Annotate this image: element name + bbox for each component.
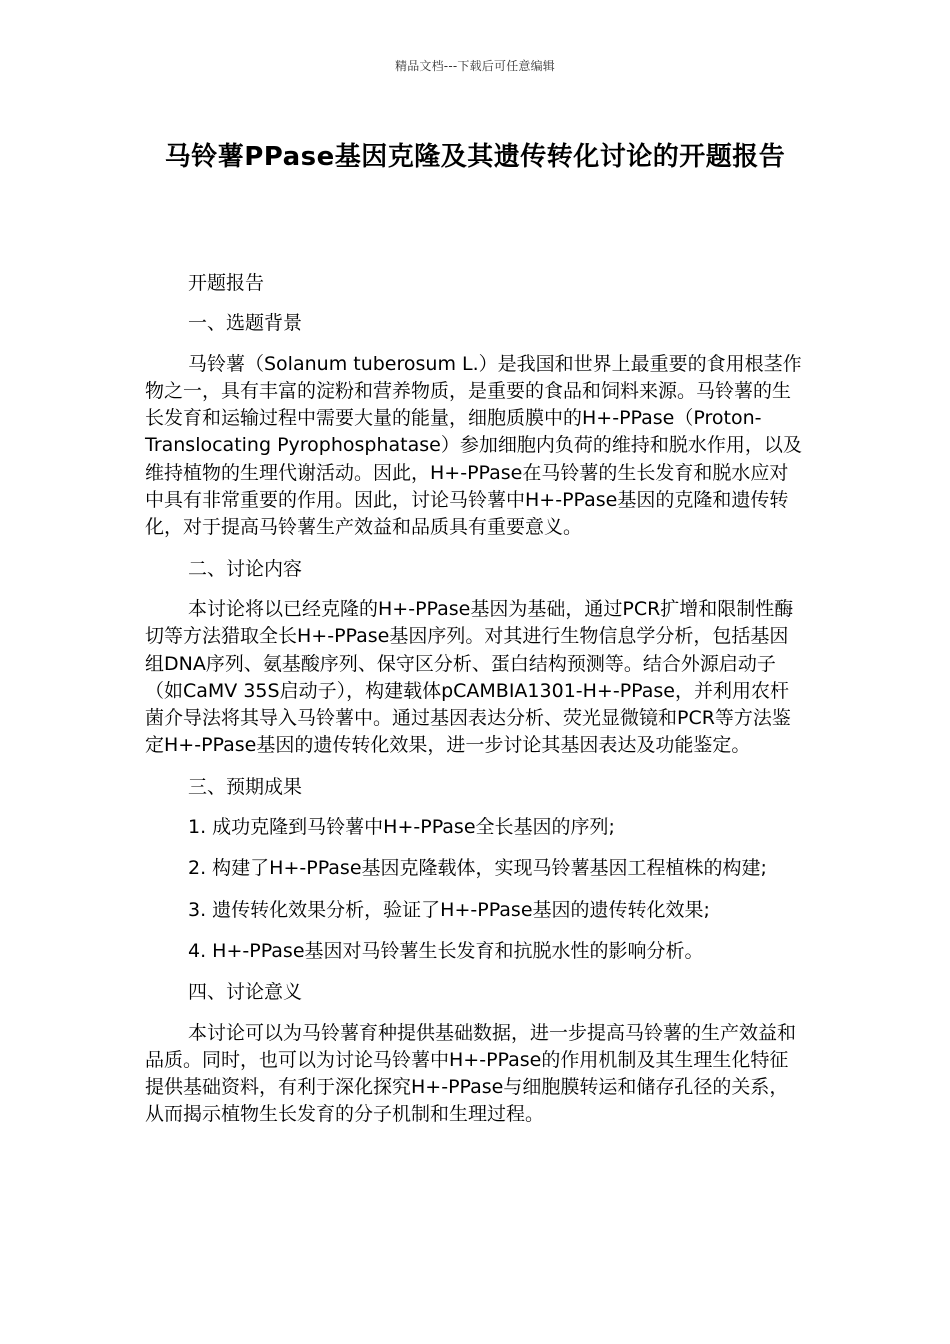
document-body xyxy=(145,270,805,1143)
result-item: 4. H+-PPase基因对马铃薯生长发育和抗脱水性的影响分析。 xyxy=(188,939,704,962)
section-heading-content: 二、讨论内容 xyxy=(188,557,303,580)
background-paragraph: 马铃薯（Solanum tuberosum L.）是我国和世界上最重要的食用根茎作物之一，具有丰富的淀粉和营养物质，是重要的食品和饲料来源。马铃薯的生长发育和运输过程中需要大量的能量，细胞质膜中的H+-PPase（Proton-Translocating Pyrophosphatase）参加细胞内负荷的维持和脱水作用，以及维持植物的生理代谢活动。因此，H+-PPase在马铃薯的生长发育和脱水应对中具有非常重要的作用。因此，讨论马铃薯中H+-PPase基因的克隆和遗传转化，对于提高马铃薯生产效益和品质具有重要意义。 xyxy=(145,352,802,539)
page-header-watermark: 精品文档---下载后可任意编辑 xyxy=(395,59,555,73)
result-item: 3. 遗传转化效果分析，验证了H+-PPase基因的遗传转化效果; xyxy=(188,898,710,921)
document-title: 马铃薯PPase基因克隆及其遗传转化讨论的开题报告 xyxy=(164,142,786,172)
section-heading-significance: 四、讨论意义 xyxy=(188,981,303,1004)
section-heading-results: 三、预期成果 xyxy=(188,775,303,798)
report-label: 开题报告 xyxy=(188,272,265,294)
result-item: 1. 成功克隆到马铃薯中H+-PPase全长基因的序列; xyxy=(188,816,615,839)
content-paragraph: 本讨论将以已经克隆的H+-PPase基因为基础，通过PCR扩增和限制性酶切等方法猎取全长H+-PPase基因序列。对其进行生物信息学分析，包括基因组DNA序列、氨基酸序列、保守区分析、蛋白结构预测等。结合外源启动子（如CaMV 35S启动子），构建载体pCAMBIA1301-H+-PPase，并利用农杆菌介导法将其导入马铃薯中。通过基因表达分析、荧光显微镜和PCR等方法鉴定H+-PPase基因的遗传转化效果，进一步讨论其基因表达及功能鉴定。 xyxy=(145,597,794,757)
significance-paragraph: 本讨论可以为马铃薯育种提供基础数据，进一步提高马铃薯的生产效益和品质。同时，也可以为讨论马铃薯中H+-PPase的作用机制及其生理生化特征提供基础资料，有利于深化探究H+-PPase与细胞膜转运和储存孔径的关系，从而揭示植物生长发育的分子机制和生理过程。 xyxy=(145,1021,797,1126)
section-heading-background: 一、选题背景 xyxy=(188,312,303,335)
result-item: 2. 构建了H+-PPase基因克隆载体，实现马铃薯基因工程植株的构建; xyxy=(188,857,767,880)
